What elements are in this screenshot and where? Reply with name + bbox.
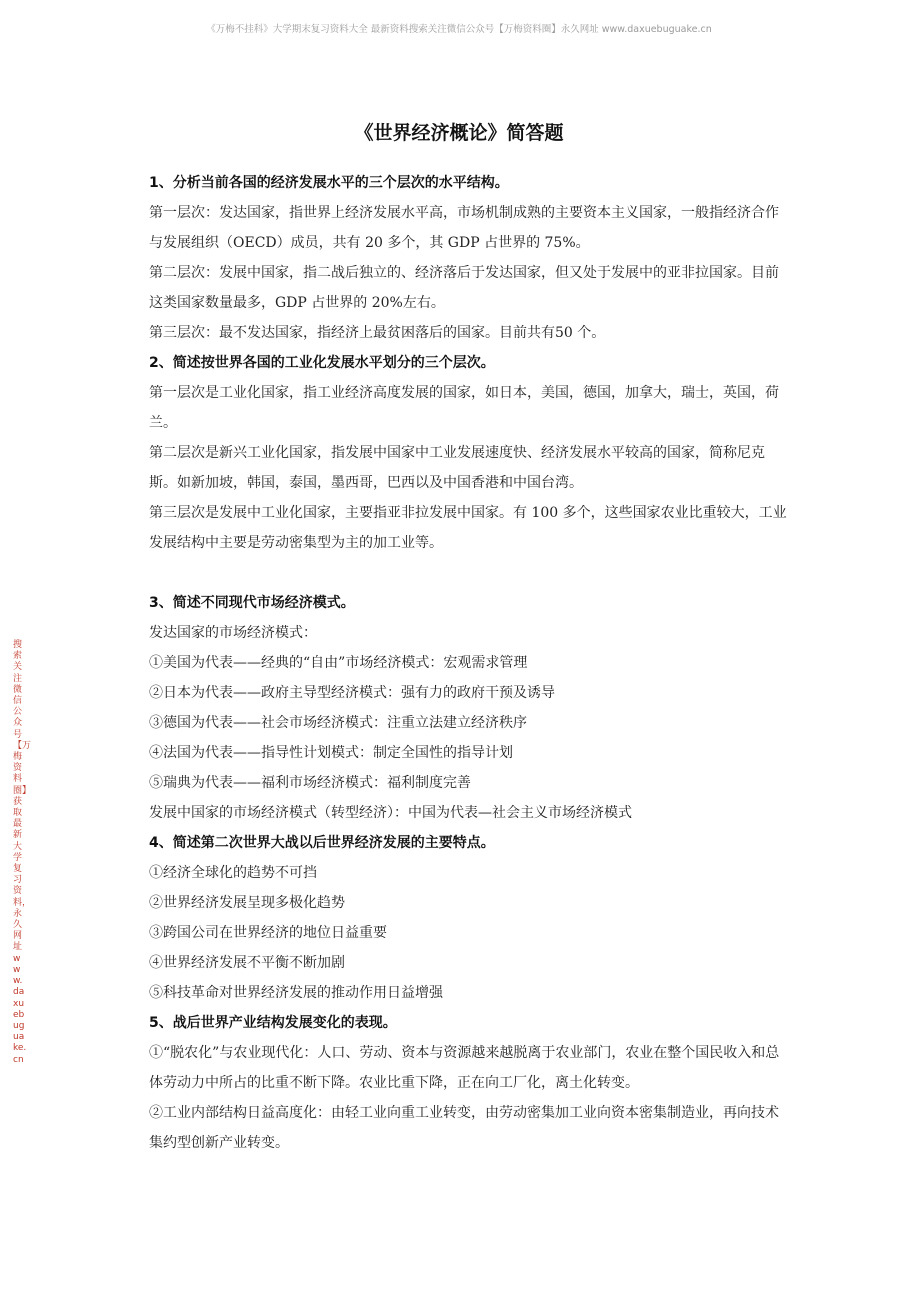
question-4-item: ④世界经济发展不平衡不断加剧 [149, 955, 345, 971]
question-4-item: ②世界经济发展呈现多极化趋势 [149, 895, 345, 911]
question-5-paragraph: ②工业内部结构日益高度化：由轻工业向重工业转变，由劳动密集加工业向资本密集制造业，再向技术集约型创新产业转变。 [149, 1105, 779, 1151]
question-4-heading: 4、简述第二次世界大战以后世界经济发展的主要特点。 [149, 835, 495, 851]
question-2-paragraph: 第三层次是发展中工业化国家，主要指亚非拉发展中国家。有 100 多个，这些国家农业比重较大，工业发展结构中主要是劳动密集型为主的加工业等。 [149, 505, 787, 551]
question-1-paragraph: 第二层次：发展中国家，指二战后独立的、经济落后于发达国家，但又处于发展中的亚非拉国家。目前这类国家数量最多，GDP 占世界的 20%左右。 [149, 265, 779, 311]
question-3-intro: 发达国家的市场经济模式： [149, 625, 317, 641]
spacer [149, 558, 789, 588]
question-2-paragraph: 第一层次是工业化国家，指工业经济高度发展的国家，如日本，美国，德国，加拿大，瑞士，英国，荷兰。 [149, 385, 779, 431]
question-3-item: ①美国为代表——经典的“自由”市场经济模式：宏观需求管理 [149, 655, 528, 671]
question-4-item: ⑤科技革命对世界经济发展的推动作用日益增强 [149, 985, 443, 1001]
question-1-heading: 1、分析当前各国的经济发展水平的三个层次的水平结构。 [149, 175, 509, 191]
question-3-item: ②日本为代表——政府主导型经济模式：强有力的政府干预及诱导 [149, 685, 555, 701]
document-body [149, 168, 789, 1158]
page-title: 《世界经济概论》简答题 [354, 122, 564, 144]
side-watermark: 搜索关注微信公众号【万梅资料圈】获取最新大学复习资料，永久网址www.daxuebuguake.cn [13, 640, 32, 1065]
question-3-item: ③德国为代表——社会市场经济模式：注重立法建立经济秩序 [149, 715, 527, 731]
question-3-outro: 发展中国家的市场经济模式（转型经济）：中国为代表—社会主义市场经济模式 [149, 805, 632, 821]
question-3-heading: 3、简述不同现代市场经济模式。 [149, 595, 355, 611]
question-1-paragraph: 第三层次：最不发达国家，指经济上最贫困落后的国家。目前共有50 个。 [149, 325, 606, 341]
top-watermark: 《万梅不挂科》大学期末复习资料大全 最新资料搜索关注微信公众号【万梅资料圈】永久网址 www.daxuebuguake.cn [206, 24, 712, 35]
question-3-item: ④法国为代表——指导性计划模式：制定全国性的指导计划 [149, 745, 513, 761]
question-5-heading: 5、战后世界产业结构发展变化的表现。 [149, 1015, 397, 1031]
question-2-paragraph: 第二层次是新兴工业化国家，指发展中国家中工业发展速度快、经济发展水平较高的国家，简称尼克斯。如新加坡，韩国，泰国，墨西哥，巴西以及中国香港和中国台湾。 [149, 445, 765, 491]
question-1-paragraph: 第一层次：发达国家，指世界上经济发展水平高，市场机制成熟的主要资本主义国家，一般指经济合作与发展组织（OECD）成员，共有 20 多个，其 GDP 占世界的 75%。 [149, 205, 779, 251]
question-4-item: ③跨国公司在世界经济的地位日益重要 [149, 925, 387, 941]
question-2-heading: 2、简述按世界各国的工业化发展水平划分的三个层次。 [149, 355, 495, 371]
question-4-item: ①经济全球化的趋势不可挡 [149, 865, 317, 881]
question-5-paragraph: ①“脱农化”与农业现代化：人口、劳动、资本与资源越来越脱离于农业部门，农业在整个国民收入和总体劳动力中所占的比重不断下降。农业比重下降，正在向工厂化，离土化转变。 [149, 1045, 780, 1091]
question-3-item: ⑤瑞典为代表——福利市场经济模式：福利制度完善 [149, 775, 471, 791]
